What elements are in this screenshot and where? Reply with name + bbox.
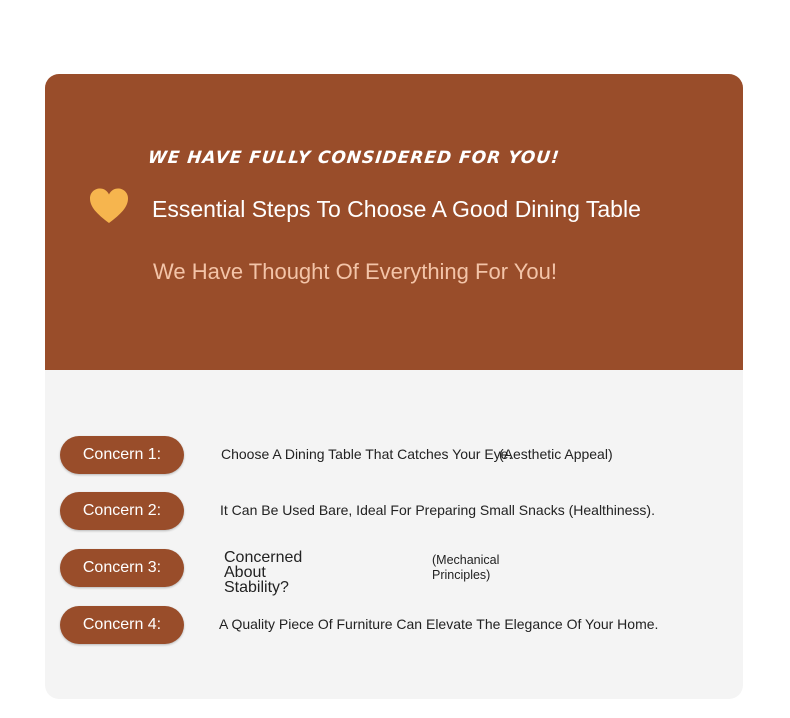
concern-2-text: It Can Be Used Bare, Ideal For Preparing Small Snacks (Healthiness). — [220, 502, 655, 518]
concern-3-text — [224, 550, 302, 595]
subtitle: We Have Thought Of Everything For You! — [153, 259, 557, 284]
concern-3-badge: Concern 3: — [60, 549, 184, 587]
concern-3-text-line1: Concerned About — [224, 549, 303, 581]
concern-4-badge: Concern 4: — [60, 606, 184, 644]
kicker-text: WE HAVE FULLY CONSIDERED FOR YOU! — [146, 148, 561, 168]
concern-2-badge: Concern 2: — [60, 492, 184, 530]
concern-1-text: Choose A Dining Table That Catches Your Eye. — [221, 446, 513, 462]
concern-3-note — [432, 553, 499, 583]
concern-3-note-line1: (Mechanical — [432, 553, 500, 567]
page-title: Essential Steps To Choose A Good Dining Table — [152, 196, 641, 222]
concern-3-note-line2: Principles) — [432, 568, 491, 582]
concern-4-text: A Quality Piece Of Furniture Can Elevate The Elegance Of Your Home. — [219, 616, 659, 632]
concerns-card — [45, 74, 743, 699]
concern-3-text-line2: Stability? — [224, 579, 289, 596]
header-banner — [45, 74, 743, 370]
concern-1-note: (Aesthetic Appeal) — [499, 446, 613, 462]
concern-1-badge: Concern 1: — [60, 436, 184, 474]
heart-icon — [89, 187, 129, 227]
